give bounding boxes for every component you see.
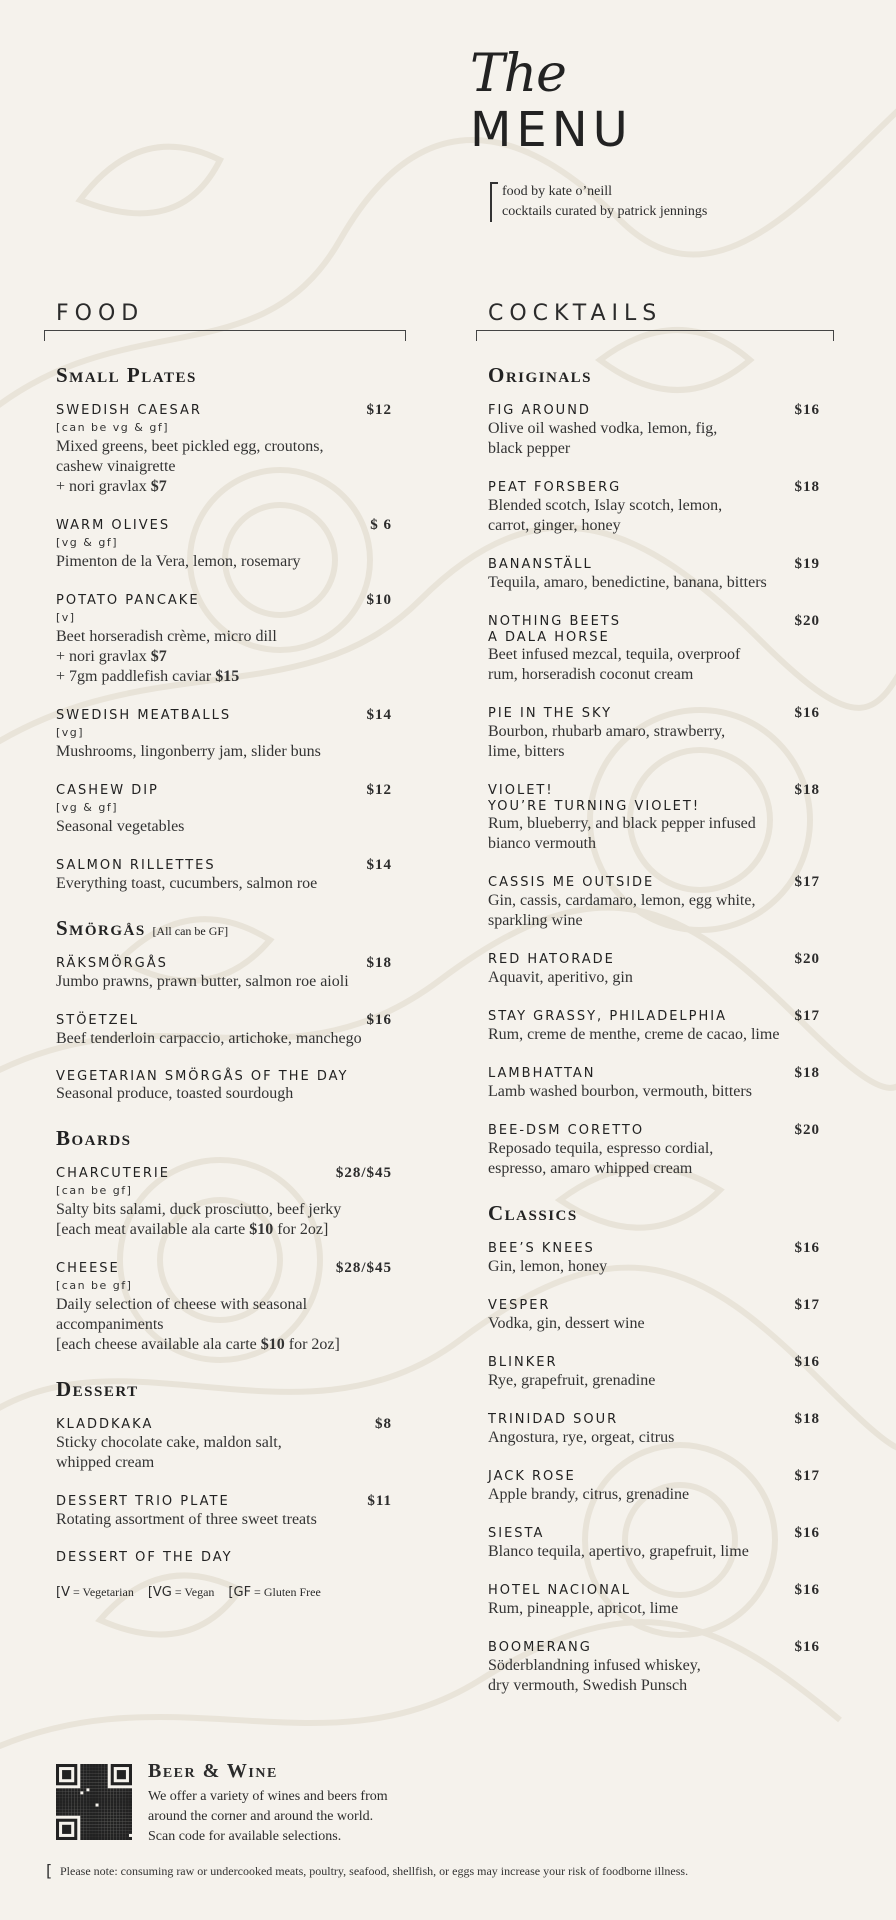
- smorgas-note: [All can be GF]: [152, 924, 229, 938]
- menu-item-name: SWEDISH MEATBALLS: [56, 708, 232, 723]
- menu-item-head: [488, 1639, 834, 1656]
- menu-item: [56, 1165, 406, 1240]
- menu-item-price: $18: [794, 1411, 820, 1427]
- menu-item-price: $10: [366, 592, 392, 608]
- menu-item-price: $16: [794, 1525, 820, 1541]
- menu-item-desc: + nori gravlax $7: [56, 648, 167, 665]
- menu-item-name: CHEESE: [56, 1261, 120, 1276]
- menu-item-price: $18: [794, 782, 820, 798]
- menu-item: [56, 1493, 406, 1530]
- menu-item-head: [488, 951, 834, 968]
- menu-item-price: $28/$45: [335, 1165, 392, 1181]
- menu-item-head: [488, 1297, 834, 1314]
- menu-item-desc: whipped cream: [56, 1454, 155, 1471]
- qr-code-icon[interactable]: [56, 1764, 132, 1840]
- menu-item: [488, 1468, 834, 1505]
- menu-item: [56, 402, 406, 497]
- menu-item-desc: Jumbo prawns, prawn butter, salmon roe aioli: [56, 973, 349, 990]
- menu-item-desc: [each cheese available ala carte $10 for 2oz]: [56, 1336, 340, 1353]
- menu-item-desc: Salty bits salami, duck prosciutto, beef jerky: [56, 1201, 342, 1218]
- menu-item-head: [488, 402, 834, 419]
- menu-item: [56, 707, 406, 762]
- beer-wine-text: [148, 1760, 418, 1847]
- menu-item-price: $ 6: [370, 517, 392, 533]
- menu-item-dietary: [vg & gf]: [56, 536, 119, 549]
- menu-item-desc: Seasonal produce, toasted sourdough: [56, 1085, 294, 1102]
- section-small-plates: Small Plates: [56, 363, 197, 387]
- menu-item-desc: carrot, ginger, honey: [488, 517, 621, 534]
- menu-item-desc: Beef tenderloin carpaccio, artichoke, manchego: [56, 1030, 362, 1047]
- menu-item-head: [488, 1122, 834, 1139]
- menu-item-price: $18: [366, 955, 392, 971]
- menu-item-head: [56, 517, 406, 534]
- menu-item-head: [488, 1008, 834, 1025]
- menu-item-head: [56, 1260, 406, 1277]
- menu-item-price: $16: [794, 402, 820, 418]
- menu-item-desc: Reposado tequila, espresso cordial,: [488, 1140, 714, 1157]
- menu-item-price: $18: [794, 479, 820, 495]
- foodborne-disclaimer: [ Please note: consuming raw or undercooked meats, poultry, seafood, shellfish, or eggs may increase your risk of foodborne illness.: [60, 1864, 688, 1879]
- menu-item: [56, 1260, 406, 1355]
- menu-item-head: [56, 1493, 406, 1510]
- menu-item: [488, 782, 834, 854]
- menu-item-head: [488, 479, 834, 496]
- menu-item-desc: Apple brandy, citrus, grenadine: [488, 1486, 690, 1503]
- menu-item-price: $16: [794, 1639, 820, 1655]
- dessert-list: [44, 1416, 406, 1565]
- section-originals: Originals: [488, 363, 593, 387]
- menu-item-name: BEE’S KNEES: [488, 1241, 595, 1256]
- menu-item: [488, 402, 834, 459]
- menu-item-head: [56, 402, 406, 419]
- section-boards: Boards: [56, 1126, 132, 1150]
- menu-item-price: $20: [794, 1122, 820, 1138]
- menu-item: [488, 874, 834, 931]
- menu-item-desc: Sticky chocolate cake, maldon salt,: [56, 1434, 282, 1451]
- beer-wine-block: [56, 1760, 416, 1860]
- menu-item-price: $14: [366, 857, 392, 873]
- credit-cocktails: cocktails curated by patrick jennings: [502, 204, 708, 219]
- menu-item-desc: rum, horseradish coconut cream: [488, 666, 694, 683]
- menu-item-head: [488, 1240, 834, 1257]
- menu-item-desc: espresso, amaro whipped cream: [488, 1160, 693, 1177]
- menu-logo: [470, 44, 770, 158]
- menu-item-desc: Olive oil washed vodka, lemon, fig,: [488, 420, 718, 437]
- section-dessert: Dessert: [56, 1377, 139, 1401]
- menu-item-desc: bianco vermouth: [488, 835, 596, 852]
- menu-item-name: FIG AROUND: [488, 403, 591, 418]
- legend-key: [VG: [147, 1585, 172, 1600]
- menu-item: [56, 1416, 406, 1473]
- menu-item: [488, 1639, 834, 1696]
- menu-item-desc: Vodka, gin, dessert wine: [488, 1315, 645, 1332]
- menu-item-name: DESSERT TRIO PLATE: [56, 1494, 230, 1509]
- menu-item-desc: cashew vinaigrette: [56, 458, 176, 475]
- menu-item-desc: Mixed greens, beet pickled egg, croutons,: [56, 438, 324, 455]
- menu-item-name: POTATO PANCAKE: [56, 593, 200, 608]
- menu-item-price: $19: [794, 556, 820, 572]
- menu-item-price: $17: [794, 1468, 820, 1484]
- menu-item-name: BEE-DSM CORETTO: [488, 1123, 645, 1138]
- menu-item: [488, 613, 834, 685]
- menu-item: [56, 782, 406, 837]
- menu-item-head: [488, 705, 834, 722]
- menu-item-desc: Söderblandning infused whiskey,: [488, 1657, 701, 1674]
- menu-item-dietary: [v]: [56, 611, 76, 624]
- menu-item-head: [488, 556, 834, 573]
- menu-item: [488, 1297, 834, 1334]
- menu-item-name: PEAT FORSBERG: [488, 480, 622, 495]
- menu-item-name: RED HATORADE: [488, 952, 615, 967]
- menu-item-head: [56, 1012, 406, 1029]
- menu-item: [488, 705, 834, 762]
- menu-item-head: [56, 857, 406, 874]
- menu-item-head: [56, 1165, 406, 1182]
- menu-item-head: [488, 1354, 834, 1371]
- menu-item-desc: Tequila, amaro, benedictine, banana, bitters: [488, 574, 767, 591]
- menu-item-price: $14: [366, 707, 392, 723]
- menu-item-head: [488, 782, 834, 799]
- menu-item-price: $12: [366, 402, 392, 418]
- menu-item-name: KLADDKAKA: [56, 1417, 154, 1432]
- legend-entry: [228, 1585, 320, 1600]
- menu-item-desc: Daily selection of cheese with seasonal: [56, 1296, 308, 1313]
- menu-item-dietary: [can be vg & gf]: [56, 421, 170, 434]
- menu-item: [56, 517, 406, 572]
- smorgas-title: Smörgås: [56, 916, 146, 940]
- menu-item-desc: accompaniments: [56, 1316, 164, 1333]
- menu-item-desc: sparkling wine: [488, 912, 583, 929]
- menu-item-desc: Angostura, rye, orgeat, citrus: [488, 1429, 675, 1446]
- menu-item-name: VESPER: [488, 1298, 551, 1313]
- menu-item-dietary: [can be gf]: [56, 1184, 133, 1197]
- logo-menu: MENU: [470, 102, 633, 158]
- menu-item-head: [488, 1065, 834, 1082]
- menu-item-name: PIE IN THE SKY: [488, 706, 613, 721]
- menu-item-desc: Beet infused mezcal, tequila, overproof: [488, 646, 741, 663]
- credits: [490, 182, 707, 222]
- menu-item-name: STAY GRASSY, PHILADELPHIA: [488, 1009, 728, 1024]
- menu-item: [56, 1550, 406, 1565]
- menu-item-desc: Lamb washed bourbon, vermouth, bitters: [488, 1083, 752, 1100]
- food-column: [44, 300, 406, 1600]
- menu-item-desc: Gin, cassis, cardamaro, lemon, egg white,: [488, 892, 756, 909]
- menu-item-name: DESSERT OF THE DAY: [56, 1550, 233, 1565]
- menu-item: [488, 1525, 834, 1562]
- menu-item-price: $18: [794, 1065, 820, 1081]
- menu-item-desc: Everything toast, cucumbers, salmon roe: [56, 875, 318, 892]
- menu-item-name: STÖETZEL: [56, 1013, 139, 1028]
- menu-item-name: TRINIDAD SOUR: [488, 1412, 619, 1427]
- smorgas-list: [44, 955, 406, 1104]
- menu-item-name: BLINKER: [488, 1355, 558, 1370]
- menu-item-name: LAMBHATTAN: [488, 1066, 596, 1081]
- menu-item-name: NOTHING BEETS: [488, 614, 621, 629]
- diet-legend: [56, 1585, 406, 1600]
- food-title: FOOD: [56, 301, 145, 326]
- beer-wine-title: Beer & Wine: [148, 1760, 278, 1782]
- cocktails-title: COCKTAILS: [488, 301, 663, 326]
- menu-item-price: $8: [375, 1416, 392, 1432]
- legend-label: = Gluten Free: [251, 1585, 321, 1599]
- small-plates-list: [44, 402, 406, 894]
- menu-item-head: [56, 1416, 406, 1433]
- menu-item-name: WARM OLIVES: [56, 518, 171, 533]
- menu-item-desc: Gin, lemon, honey: [488, 1258, 608, 1275]
- menu-item-desc: Rotating assortment of three sweet treats: [56, 1511, 317, 1528]
- beer-wine-desc-line: around the corner and around the world.: [148, 1809, 374, 1824]
- menu-item-name: BOOMERANG: [488, 1640, 592, 1655]
- menu-item-name: JACK ROSE: [488, 1469, 576, 1484]
- menu-item: [56, 592, 406, 687]
- originals-list: [476, 402, 834, 1179]
- menu-item-name: CASSIS ME OUTSIDE: [488, 875, 655, 890]
- menu-item-desc: Rum, blueberry, and black pepper infused: [488, 815, 756, 832]
- menu-item-name: HOTEL NACIONAL: [488, 1583, 631, 1598]
- credit-food: food by kate o’neill: [502, 184, 613, 199]
- menu-item-price: $16: [794, 705, 820, 721]
- menu-item-desc: [each meat available ala carte $10 for 2oz]: [56, 1221, 329, 1238]
- menu-item-desc: Rum, pineapple, apricot, lime: [488, 1600, 679, 1617]
- menu-item-desc: Mushrooms, lingonberry jam, slider buns: [56, 743, 321, 760]
- menu-item: [56, 857, 406, 894]
- menu-item-price: $16: [794, 1354, 820, 1370]
- menu-item: [488, 1582, 834, 1619]
- legend-key: [V: [56, 1585, 70, 1600]
- menu-item-head: [488, 874, 834, 891]
- menu-item: [56, 1012, 406, 1049]
- menu-item-dietary: [can be gf]: [56, 1279, 133, 1292]
- legend-label: = Vegan: [171, 1585, 215, 1599]
- menu-item-desc: Rum, creme de menthe, creme de cacao, lime: [488, 1026, 780, 1043]
- menu-item-name: CASHEW DIP: [56, 783, 159, 798]
- menu-item: [488, 1354, 834, 1391]
- menu-item-head: [56, 1069, 406, 1084]
- logo-the: The: [470, 44, 566, 104]
- menu-item-price: $20: [794, 613, 820, 629]
- menu-item-desc: Seasonal vegetables: [56, 818, 185, 835]
- menu-item-desc: + 7gm paddlefish caviar $15: [56, 668, 240, 685]
- menu-item-head: [488, 1468, 834, 1485]
- menu-item-price: $20: [794, 951, 820, 967]
- menu-item-price: $17: [794, 1297, 820, 1313]
- legend-label: = Vegetarian: [69, 1585, 134, 1599]
- food-title-rule: [44, 330, 406, 341]
- menu-item-name: SWEDISH CAESAR: [56, 403, 202, 418]
- menu-item-price: $12: [366, 782, 392, 798]
- menu-item: [488, 951, 834, 988]
- menu-item-head: [488, 1582, 834, 1599]
- boards-list: [44, 1165, 406, 1355]
- menu-item-desc: dry vermouth, Swedish Punsch: [488, 1677, 688, 1694]
- menu-item-name-line2: YOU’RE TURNING VIOLET!: [488, 799, 701, 814]
- menu-item-head: [488, 613, 834, 630]
- menu-item-desc: Rye, grapefruit, grenadine: [488, 1372, 656, 1389]
- menu-item: [488, 479, 834, 536]
- menu-item-price: $28/$45: [335, 1260, 392, 1276]
- menu-item-head: [56, 592, 406, 609]
- menu-item-head: [56, 707, 406, 724]
- menu-item-price: $17: [794, 1008, 820, 1024]
- menu-item-dietary: [vg]: [56, 726, 85, 739]
- menu-item-name: RÄKSMÖRGÅS: [56, 956, 168, 971]
- menu-item: [488, 556, 834, 593]
- beer-wine-desc-line: Scan code for available selections.: [148, 1829, 342, 1844]
- section-classics: Classics: [488, 1201, 578, 1225]
- menu-item: [56, 1069, 406, 1104]
- menu-item-desc: + nori gravlax $7: [56, 478, 167, 495]
- menu-item-desc: Blended scotch, Islay scotch, lemon,: [488, 497, 723, 514]
- menu-item-head: [56, 955, 406, 972]
- beer-wine-desc: [148, 1787, 418, 1847]
- menu-item-desc: Bourbon, rhubarb amaro, strawberry,: [488, 723, 726, 740]
- legend-entry: [148, 1585, 215, 1600]
- menu-item: [488, 1008, 834, 1045]
- legend-key: [GF: [228, 1585, 252, 1600]
- menu-item-desc: Aquavit, aperitivo, gin: [488, 969, 633, 986]
- section-smorgas: [56, 916, 406, 941]
- menu-item-name: BANANSTÄLL: [488, 557, 593, 572]
- menu-item-head: [488, 1525, 834, 1542]
- beer-wine-desc-line: We offer a variety of wines and beers from: [148, 1789, 388, 1804]
- menu-item: [488, 1411, 834, 1448]
- menu-item-desc: black pepper: [488, 440, 571, 457]
- menu-item-desc: Pimenton de la Vera, lemon, rosemary: [56, 553, 301, 570]
- menu-item-name: CHARCUTERIE: [56, 1166, 170, 1181]
- menu-item-name: SALMON RILLETTES: [56, 858, 216, 873]
- menu-item: [488, 1122, 834, 1179]
- menu-item-name: VIOLET!: [488, 783, 554, 798]
- cocktails-column: [476, 300, 834, 1716]
- menu-item: [488, 1065, 834, 1102]
- menu-item-desc: lime, bitters: [488, 743, 565, 760]
- menu-item: [488, 1240, 834, 1277]
- menu-item-price: $17: [794, 874, 820, 890]
- menu-item-desc: Beet horseradish crème, micro dill: [56, 628, 277, 645]
- menu-item-head: [56, 1550, 406, 1565]
- menu-item-head: [56, 782, 406, 799]
- menu-item-name: SIESTA: [488, 1526, 545, 1541]
- cocktails-title-rule: [476, 330, 834, 341]
- menu-item-head: [488, 1411, 834, 1428]
- legend-entry: [56, 1585, 134, 1600]
- menu-item-price: $11: [367, 1493, 392, 1509]
- menu-item-price: $16: [794, 1240, 820, 1256]
- menu-item-name-line2: A DALA HORSE: [488, 630, 610, 645]
- menu-item-price: $16: [366, 1012, 392, 1028]
- menu-item-dietary: [vg & gf]: [56, 801, 119, 814]
- menu-item-desc: Blanco tequila, apertivo, grapefruit, lime: [488, 1543, 749, 1560]
- menu-item-name: VEGETARIAN SMÖRGÅS OF THE DAY: [56, 1069, 349, 1084]
- classics-list: [476, 1240, 834, 1696]
- menu-item-price: $16: [794, 1582, 820, 1598]
- menu-item: [56, 955, 406, 992]
